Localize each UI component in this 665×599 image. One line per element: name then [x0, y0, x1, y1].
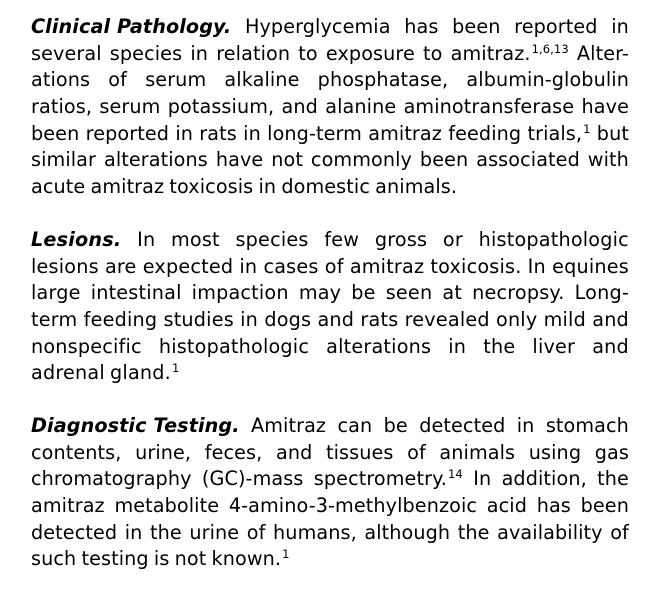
word: Long-: [574, 281, 629, 305]
text-line: [31, 440, 629, 467]
word: acid: [486, 494, 527, 517]
word: trials,$^1$: [527, 121, 591, 145]
word: been: [452, 15, 501, 38]
word: 4-amino-3-methylbenzoic: [228, 494, 478, 517]
word: rats: [360, 307, 399, 331]
word: are: [104, 254, 137, 278]
word: studies: [163, 307, 234, 331]
word: alterations: [326, 334, 432, 358]
word: several: [31, 41, 102, 65]
word: in: [258, 175, 277, 199]
word: testing: [81, 547, 149, 571]
word: revealed: [404, 307, 490, 331]
word: be: [351, 281, 376, 305]
word: reported: [85, 121, 170, 145]
word: impaction: [191, 281, 289, 305]
word: in: [239, 254, 258, 278]
text-line: [31, 546, 629, 573]
word: Alter-: [576, 41, 629, 65]
word: is: [153, 547, 170, 571]
word: in: [175, 121, 194, 145]
word: to: [298, 41, 318, 65]
word: alkaline: [224, 68, 300, 92]
word: rats: [199, 121, 237, 145]
word: amitraz: [368, 121, 442, 145]
word: been: [580, 494, 629, 517]
word: associated: [476, 148, 580, 172]
word: and: [281, 95, 318, 119]
word: equines: [552, 254, 629, 278]
section-heading: Diagnostic Testing.: [31, 413, 240, 437]
word: mild: [543, 307, 586, 331]
word: detected: [419, 413, 506, 437]
word: with: [587, 148, 629, 172]
word: long-term: [267, 121, 362, 145]
word: amitraz.$^{1,6,13}$: [450, 41, 569, 65]
word: has: [536, 494, 571, 517]
word: in: [190, 41, 209, 65]
word: in: [243, 121, 261, 145]
word: spectrometry.$^{14}$: [313, 467, 463, 491]
word: In: [527, 254, 546, 278]
word: nonspecific: [31, 334, 142, 358]
word: histopathologic: [478, 227, 629, 251]
word: most: [171, 227, 220, 251]
word: necropsy.: [472, 281, 565, 305]
text-line: [31, 174, 629, 201]
word: species: [235, 227, 309, 251]
word: tissues: [325, 440, 394, 464]
word: or: [442, 227, 463, 251]
word: gross: [374, 227, 428, 251]
word: chromatography: [31, 467, 192, 491]
word: only: [496, 307, 538, 331]
word: of: [324, 254, 344, 278]
word: in: [124, 520, 143, 544]
word: stomach: [545, 413, 629, 437]
word: In: [473, 467, 492, 491]
word: intestinal: [90, 281, 182, 305]
word: albumin-globulin: [466, 68, 629, 92]
word: dogs: [264, 307, 312, 331]
word: can: [337, 413, 373, 437]
word: exposure: [325, 41, 415, 65]
word: the: [597, 467, 629, 491]
word: amitraz: [31, 494, 105, 517]
word: in: [516, 413, 535, 437]
word: feeding: [448, 121, 522, 145]
word: of: [610, 520, 629, 544]
section-heading: Lesions.: [31, 227, 122, 251]
reference-superscript: 1: [171, 361, 180, 376]
text-line: [31, 67, 629, 94]
word: of: [246, 520, 266, 544]
word: animals: [439, 440, 516, 464]
word: contents,: [31, 440, 122, 464]
section-diagnostic-testing: [31, 413, 629, 573]
word: of: [407, 440, 426, 464]
word: such: [31, 547, 77, 571]
text-line: [31, 334, 629, 361]
word: Hyperglycemia: [244, 15, 391, 38]
word: in: [611, 15, 629, 38]
word: toxicosis: [169, 175, 254, 199]
word: been: [419, 148, 469, 172]
word: although: [364, 520, 451, 544]
word: ratios,: [31, 95, 93, 119]
document-page: [31, 14, 629, 599]
text-line: [31, 307, 629, 334]
text-line: [31, 94, 629, 121]
word: (GC)-mass: [201, 467, 304, 491]
text-line: [31, 280, 629, 307]
word: and: [592, 334, 629, 358]
word: serum: [145, 68, 207, 92]
word: of: [108, 68, 127, 92]
word: domestic: [281, 175, 370, 199]
text-line: [31, 121, 629, 148]
text-line: [31, 14, 629, 41]
word: addition,: [501, 467, 587, 491]
reference-superscript: 1: [583, 121, 591, 136]
word: in: [448, 334, 467, 358]
word: using: [528, 440, 582, 464]
word: reported: [514, 15, 598, 38]
word: aminotransferase: [403, 95, 575, 119]
text-line: [31, 413, 629, 440]
word: amitraz: [90, 175, 165, 199]
word: amitraz: [349, 254, 425, 278]
text-line: [31, 520, 629, 547]
word: acute: [31, 175, 86, 199]
text-line: [31, 41, 629, 68]
text-line: [31, 227, 629, 254]
word: not: [174, 547, 207, 571]
word: the: [457, 520, 490, 544]
word: at: [442, 281, 463, 305]
reference-superscript: 14: [447, 467, 463, 482]
word: to: [423, 41, 443, 65]
word: gas: [594, 440, 629, 464]
word: commonly: [310, 148, 412, 172]
word: alterations: [103, 148, 208, 172]
word: urine,: [135, 440, 192, 464]
word: histopathologic: [158, 334, 310, 358]
word: In: [137, 227, 156, 251]
text-line: [31, 147, 629, 174]
word: feces,: [204, 440, 263, 464]
word: have: [581, 95, 629, 119]
word: feeding: [83, 307, 158, 331]
word: have: [215, 148, 264, 172]
word: lesions: [31, 254, 99, 278]
word: the: [150, 520, 182, 544]
word: urine: [189, 520, 240, 544]
word: large: [31, 281, 81, 305]
word: may: [298, 281, 342, 305]
word: liver: [532, 334, 576, 358]
word: expected: [142, 254, 234, 278]
section-clinical-pathology: [31, 14, 629, 201]
word: ations: [31, 68, 91, 92]
word: species: [109, 41, 183, 65]
word: has: [404, 15, 439, 38]
text-line: [31, 360, 629, 387]
word: known.$^1$: [211, 547, 290, 571]
word: in: [240, 307, 259, 331]
word: the: [483, 334, 516, 358]
word: and: [592, 307, 629, 331]
word: term: [31, 307, 78, 331]
word: but: [596, 121, 629, 145]
word: been: [31, 121, 80, 145]
word: cases: [263, 254, 319, 278]
word: animals.: [375, 175, 458, 199]
word: seen: [385, 281, 433, 305]
text-line: [31, 254, 629, 281]
word: adrenal: [31, 361, 105, 385]
word: and: [317, 307, 355, 331]
word: toxicosis.: [430, 254, 522, 278]
reference-superscript: 1,6,13: [531, 41, 569, 56]
word: and: [275, 440, 313, 464]
reference-superscript: 1: [282, 547, 290, 562]
word: serum: [99, 95, 161, 119]
word: alanine: [325, 95, 397, 119]
word: not: [271, 148, 303, 172]
word: phosphatase,: [317, 68, 449, 92]
section-heading: Clinical Pathology.: [31, 15, 232, 38]
word: gland.$^1$: [110, 361, 180, 385]
word: Amitraz: [251, 413, 327, 437]
word: relation: [216, 41, 291, 65]
text-line: [31, 493, 629, 520]
word: few: [324, 227, 360, 251]
word: be: [383, 413, 408, 437]
word: humans,: [273, 520, 357, 544]
word: metabolite: [114, 494, 220, 517]
text-line: [31, 466, 629, 493]
section-lesions: [31, 227, 629, 387]
word: similar: [31, 148, 97, 172]
word: detected: [31, 520, 118, 544]
word: availability: [497, 520, 603, 544]
word: potassium,: [167, 95, 275, 119]
